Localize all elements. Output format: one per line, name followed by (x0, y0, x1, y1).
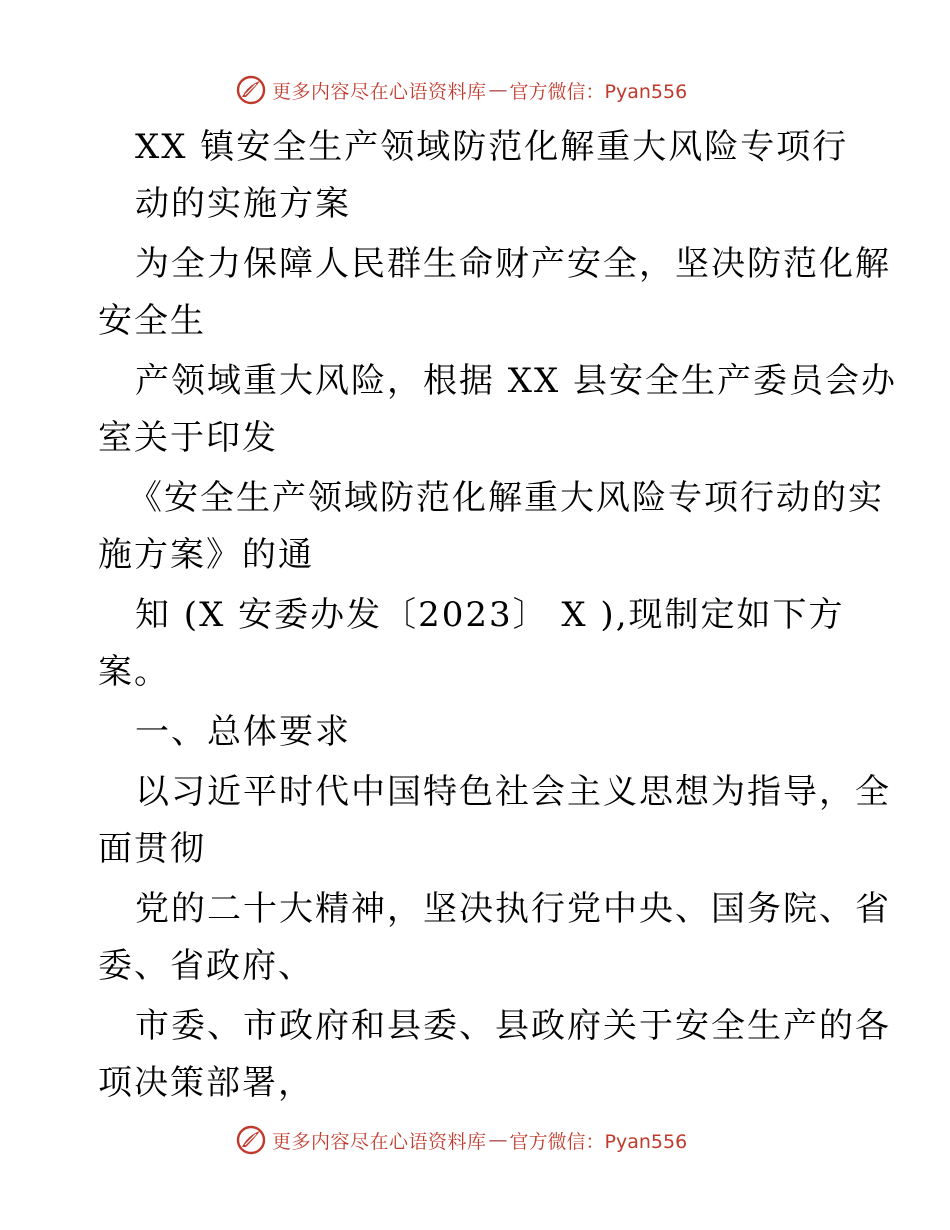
footer-watermark (236, 1122, 687, 1158)
watermark-dash: — (488, 79, 508, 101)
doc-title-line-2: 动的实施方案 (135, 184, 351, 224)
section-heading: 一、总体要求 (135, 712, 351, 752)
doc-title-line-1: XX 镇安全生产领域防范化解重大风险专项行 (135, 127, 849, 167)
watermark-dash: — (488, 1129, 508, 1151)
doc-line: 室关于印发 (98, 418, 278, 458)
doc-line: 《安全生产领域防范化解重大风险专项行动的实 (128, 478, 884, 518)
doc-line: 产领域重大风险，根据 XX 县安全生产委员会办 (135, 361, 898, 401)
doc-line: 知 (X 安委办发〔2023〕 X ),现制定如下方 (135, 595, 845, 635)
doc-line: 项决策部署， (98, 1063, 314, 1103)
doc-line: 施方案》的通 (98, 535, 314, 575)
quill-logo-icon (236, 75, 266, 105)
doc-line: 委、省政府、 (98, 946, 314, 986)
watermark-wechat-text: 官方微信：Pyan556 (509, 80, 688, 103)
quill-logo-icon (236, 1125, 266, 1155)
doc-line: 面贯彻 (98, 829, 206, 869)
watermark-site-text: 更多内容尽在心语资料库 (272, 1130, 487, 1153)
watermark-site-text: 更多内容尽在心语资料库 (272, 80, 487, 103)
doc-line: 市委、市政府和县委、县政府关于安全生产的各 (135, 1006, 891, 1046)
doc-line: 案。 (98, 652, 170, 692)
doc-line: 以习近平时代中国特色社会主义思想为指导，全 (135, 772, 891, 812)
doc-line: 党的二十大精神，坚决执行党中央、国务院、省 (135, 889, 891, 929)
watermark-wechat-text: 官方微信：Pyan556 (509, 1130, 688, 1153)
doc-line: 安全生 (98, 301, 206, 341)
doc-line: 为全力保障人民群生命财产安全，坚决防范化解 (135, 244, 891, 284)
header-watermark (236, 72, 687, 108)
